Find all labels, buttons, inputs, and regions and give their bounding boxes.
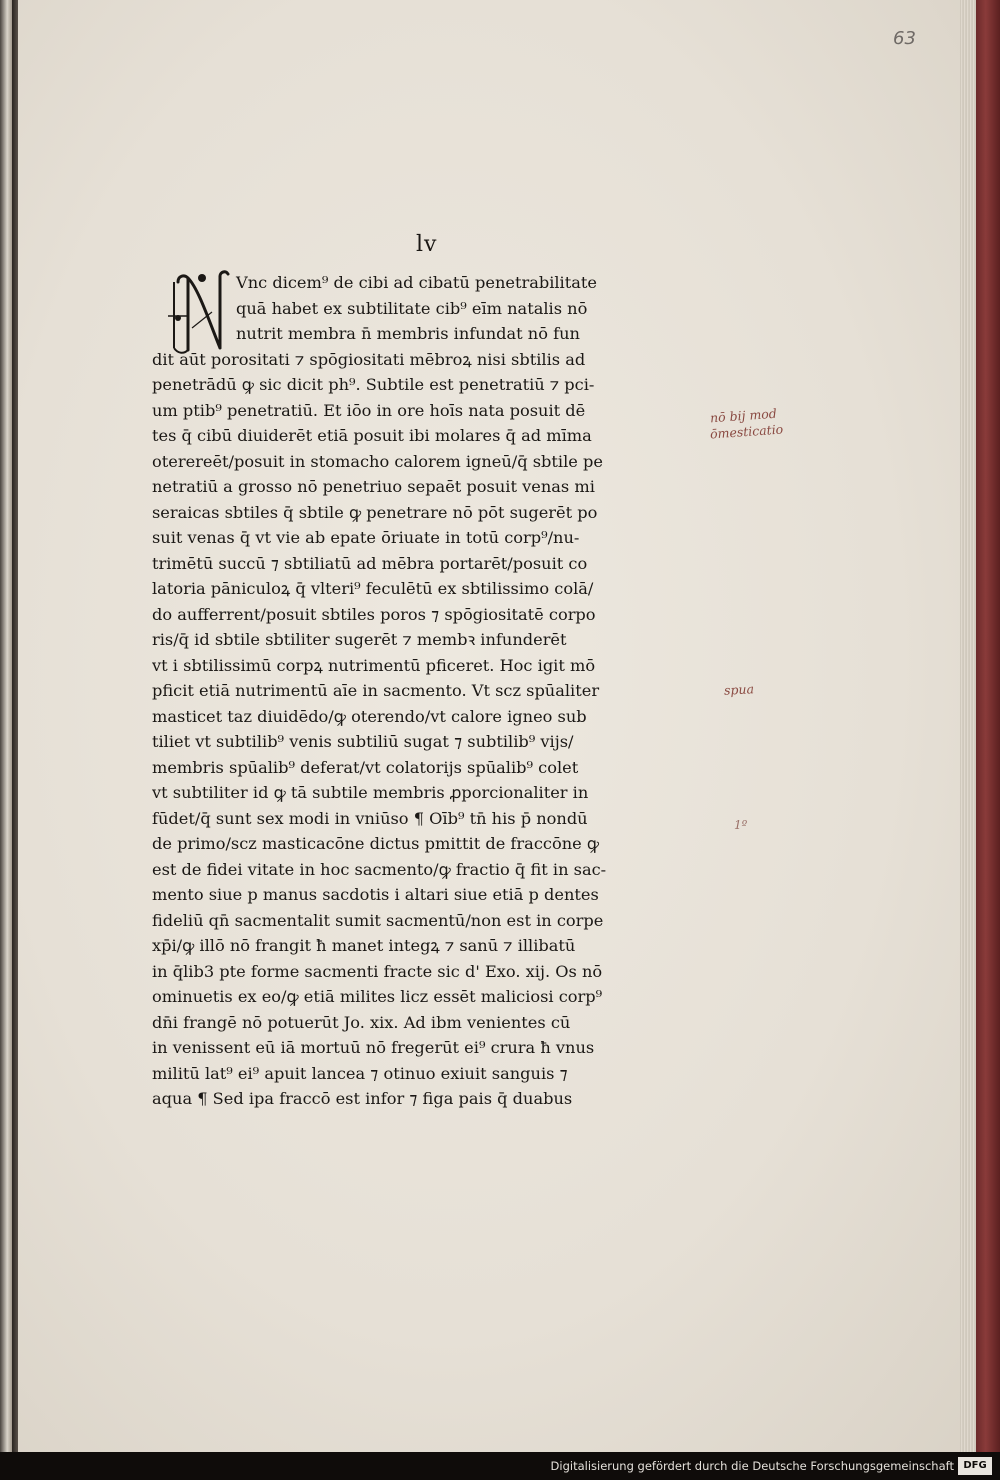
previous-page-edge xyxy=(0,0,12,1452)
marginal-note: ōmesticatio xyxy=(709,421,784,442)
text-line: fūdet/q̄ sunt sex modi in vniūso ¶ Oīb⁹ tn̄ his p̄ nondū xyxy=(152,808,588,828)
text-line: pficit etiā nutrimentū aīe in sacmento. Vt scz spūaliter xyxy=(152,681,600,700)
text-line: ominuetis ex eo/ꝙ etiā milites licz essēt maliciosi corp⁹ xyxy=(152,987,603,1006)
text-line: in venissent eū iā mortuū nō fregerūt ei⁹ crura ħ vnus xyxy=(152,1038,595,1057)
text-line: xp̄i/ꝙ illō nō frangit ħ manet integꝝ ⁊ sanū ⁊ illibatū xyxy=(152,936,576,955)
marginal-note: nō bij mod xyxy=(709,405,778,426)
funding-credit: Digitalisierung gefördert durch die Deutsche Forschungsgemeinschaft xyxy=(550,1459,954,1473)
text-line: dit aūt porositati ⁊ spōgiositati mēbroꝝ nisi sbtilis ad xyxy=(152,349,586,369)
text-line: oterereēt/posuit in stomacho calorem igneū/q̄ sbtile pe xyxy=(152,451,603,471)
text-line: penetrādū ꝙ sic dicit ph⁹. Subtile est penetratiū ⁊ pci- xyxy=(152,375,595,394)
running-head: lv xyxy=(416,232,438,257)
main-text-column xyxy=(152,270,672,1112)
text-line: vt i sbtilissimū corpꝝ nutrimentū pficeret. Hoc igit mō xyxy=(152,655,596,675)
text-line: vt subtiliter id ꝙ tā subtile membris ꝓporcionaliter in xyxy=(152,783,589,802)
text-line: um ptib⁹ penetratiū. Et iōo in ore hoīs nata posuit dē xyxy=(152,400,586,420)
text-line: in q̄lib3 pte forme sacmenti fracte sic d' Exo. xij. Os nō xyxy=(152,961,603,981)
text-line: fideliū qn̄ sacmentalit sumit sacmentū/non est in corpe xyxy=(152,910,604,930)
binding-cover xyxy=(976,0,1000,1452)
text-line: dn̄i frangē nō potuerūt Jo. xix. Ad ibm venientes cū xyxy=(152,1012,571,1032)
text-line: aqua ¶ Sed ipa fraccō est infor ⁊ figa pais q̄ duabus xyxy=(152,1089,573,1108)
text-line: ris/q̄ id sbtile sbtiliter sugerēt ⁊ membꝛ infunderēt xyxy=(152,630,567,649)
text-line: quā habet ex subtilitate cib⁹ eīm natalis nō xyxy=(236,298,588,318)
text-line: Vnc dicem⁹ de cibi ad cibatū penetrabilitate xyxy=(236,273,597,292)
text-line: trimētū succū ⁊ sbtiliatū ad mēbra portarēt/posuit co xyxy=(152,553,588,573)
text-line: de primo/scz masticacōne dictus pmittit de fraccōne ꝙ xyxy=(152,834,599,853)
text-line: militū lat⁹ ei⁹ apuit lancea ⁊ otinuo exiuit sanguis ⁊ xyxy=(152,1063,568,1083)
text-line: suit venas q̄ vt vie ab epate ōriuate in totū corp⁹/nu- xyxy=(152,528,580,547)
text-line: tes q̄ cibū diuiderēt etiā posuit ibi molares q̄ ad mīma xyxy=(152,426,592,445)
text-line: nutrit membra n̄ membris infundat nō fun xyxy=(236,324,580,343)
marginal-note: spua xyxy=(723,681,755,698)
marginal-note: 1º xyxy=(734,818,748,832)
folio-number: 63 xyxy=(893,28,916,49)
text-line: tiliet vt subtilib⁹ venis subtiliū sugat ⁊ subtilib⁹ vijs/ xyxy=(152,732,574,751)
digitization-footer xyxy=(0,1452,1000,1480)
text-line: do aufferrent/posuit sbtiles poros ⁊ spōgiositatē corpo xyxy=(152,604,596,624)
text-line: latoria pāniculoꝝ q̄ vlteri⁹ feculētū ex sbtilissimo colā/ xyxy=(152,579,594,598)
text-line: seraicas sbtiles q̄ sbtile ꝙ penetrare nō pōt sugerēt po xyxy=(152,502,598,522)
text-line: netratiū a grosso nō penetriuo sepaēt posuit venas mi xyxy=(152,477,595,496)
text-line: mento siue p manus sacdotis i altari siue etiā p dentes xyxy=(152,885,599,904)
dfg-logo: DFG xyxy=(958,1457,992,1475)
text-line: est de fidei vitate in hoc sacmento/ꝙ fractio q̄ fit in sac- xyxy=(152,859,607,879)
text-line: masticet taz diuidēdo/ꝙ oterendo/vt calore igneo sub xyxy=(152,706,587,726)
text-line: membris spūalib⁹ deferat/vt colatorijs spūalib⁹ colet xyxy=(152,757,579,777)
page-block-edge xyxy=(960,0,976,1452)
